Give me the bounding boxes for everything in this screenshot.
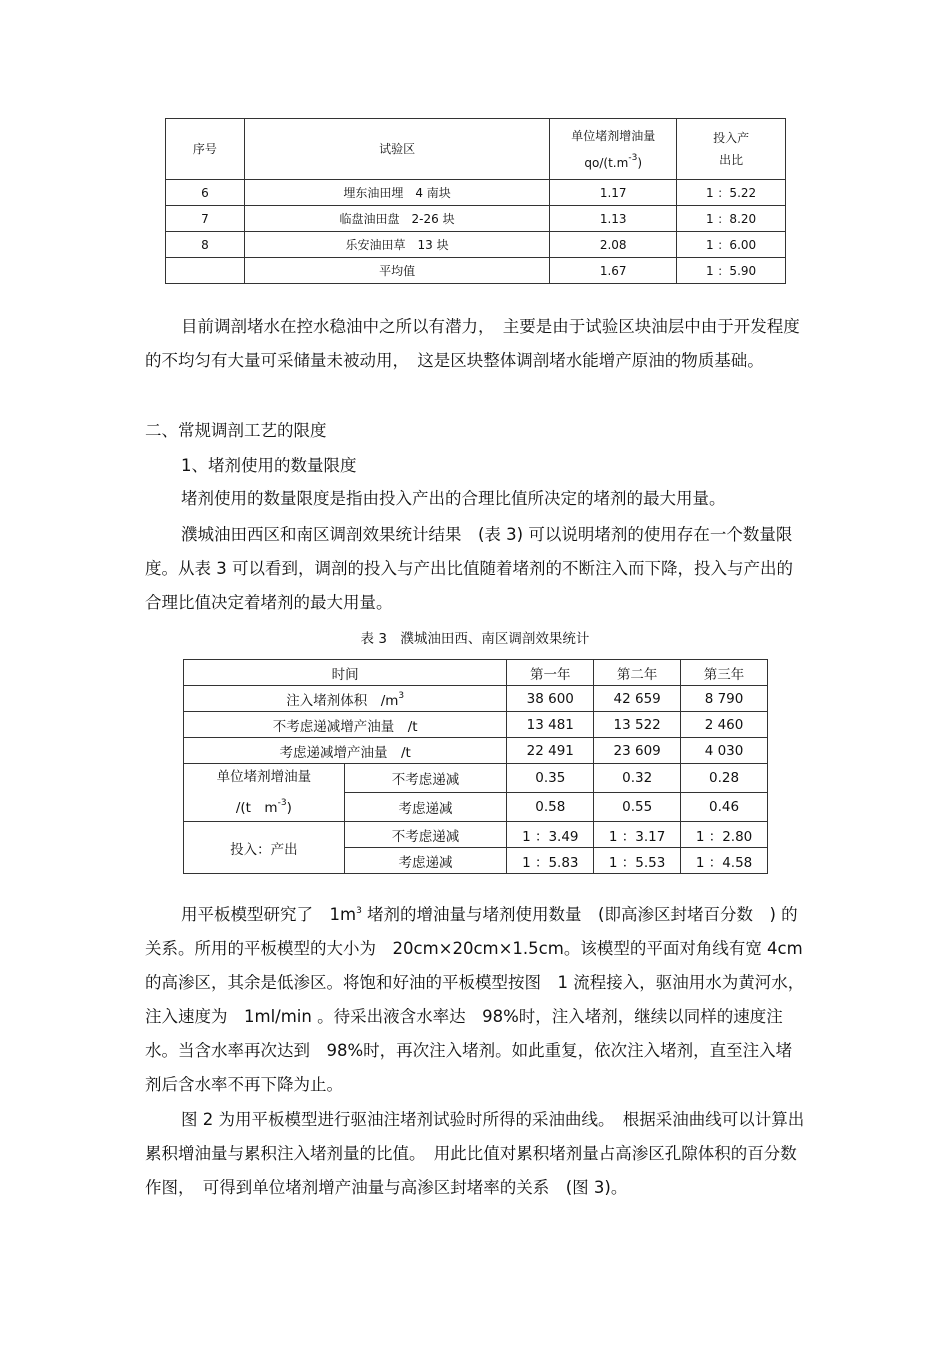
cell-value: 0.58	[507, 793, 594, 822]
cell-value: 1 ：2.80	[681, 822, 768, 848]
table3-caption: 表 3 濮城油田西、南区调剖效果统计	[360, 631, 590, 647]
cell-value: 2 460	[681, 712, 768, 738]
cell-ratio: 1 ：8.20	[677, 206, 786, 232]
cell-value: 22 491	[507, 738, 594, 764]
cell-value: 0.28	[681, 764, 768, 793]
header-ratio-line1: 投入产	[713, 131, 750, 145]
header-ratio-line2: 出比	[719, 153, 744, 167]
cell-value: 1 ：3.49	[507, 822, 594, 848]
cell-value: 1.13	[550, 206, 677, 232]
table-row-average	[166, 258, 786, 284]
header-ratio	[677, 119, 786, 180]
paragraph-definition: 堵剂使用的数量限度是指由投入产出的合理比值所决定的堵剂的最大用量。	[181, 489, 726, 508]
subsection-heading: 1、堵剂使用的数量限度	[181, 456, 357, 475]
cell-value: 23 609	[594, 738, 681, 764]
row-label: 不考虑递减增产油量 /t	[184, 712, 507, 738]
cell-value: 13 522	[594, 712, 681, 738]
cell-area: 临盘油田盘 2-26 块	[244, 206, 549, 232]
cell-value: 1 ：5.53	[594, 848, 681, 874]
table-row	[184, 686, 768, 712]
table3-header-row	[184, 660, 768, 686]
header-unit-oil	[550, 119, 677, 180]
header-area: 试验区	[244, 119, 549, 180]
sub-label: 不考虑递减	[344, 822, 507, 848]
cell-value: 38 600	[507, 686, 594, 712]
cell-value: 13 481	[507, 712, 594, 738]
group-label-unit-oil	[184, 764, 345, 822]
cell-value: 1.17	[550, 180, 677, 206]
paragraph-plate-model: 用平板模型研究了 $1m^3$ 堵剂的增油量与堵剂使用数量 (即高渗区封堵百分数 ) 的关系。所用的平板模型的大小为 20cm×20cm×1.5cm。该模型的平面对角线有宽 4cm 的高渗区，其余是低渗区。将饱和好油的平板模型按图 1 流程接入，驱油用水为黄河水， 注入速度为 1ml/min 。待采出液含水率达 98%时，注入堵剂，继续以同样的速度注水。当含水率再次达到 98%时，再次注入堵剂。如此重复，依次注入堵剂，直至注入堵剂后含水率不再下降为止。	[145, 905, 813, 1094]
row-label: 考虑递减增产油量 /t	[184, 738, 507, 764]
cell-seq: 6	[166, 180, 245, 206]
cell-value: 4 030	[681, 738, 768, 764]
sub-label: 考虑递减	[344, 848, 507, 874]
header-year2: 第二年	[594, 660, 681, 686]
paragraph-potential: 目前调剖堵水在控水稳油中之所以有潜力， 主要是由于试验区块油层中由于开发程度的不均匀有大量可采储量未被动用， 这是区块整体调剖堵水能增产原油的物质基础。	[145, 317, 800, 370]
results-table	[165, 118, 786, 284]
group-label-line2: /(t $m^{-3}$)	[235, 798, 292, 816]
paragraph-table3-intro: 濮城油田西区和南区调剖效果统计结果 (表 3) 可以说明堵剂的使用存在一个数量限度。从表 3 可以看到，调剖的投入与产出比值随着堵剂的不断注入而下降，投入与产出的合理比值决定着堵剂的最大用量。	[145, 525, 793, 612]
cell-value: 8 790	[681, 686, 768, 712]
paragraph-figure2: 图 2 为用平板模型进行驱油注堵剂试验时所得的采油曲线。 根据采油曲线可以计算出累积增油量与累积注入堵剂量的比值。 用此比值对累积堵剂量占高渗区孔隙体积的百分数作图， 可得到单位堵剂增产油量与高渗区封堵率的关系 (图 3)。	[145, 1110, 805, 1197]
header-unit-oil-line2: $qo/(t.m^{-3})$	[584, 152, 642, 170]
header-year3: 第三年	[681, 660, 768, 686]
sub-label: 考虑递减	[344, 793, 507, 822]
cell-value: 42 659	[594, 686, 681, 712]
cell-value: 1 ：5.83	[507, 848, 594, 874]
table-row	[184, 738, 768, 764]
sub-label: 不考虑递减	[344, 764, 507, 793]
table-header-row	[166, 119, 786, 180]
cell-ratio: 1 ：5.90	[677, 258, 786, 284]
header-time: 时间	[184, 660, 507, 686]
header-unit-oil-line1: 单位堵剂增油量	[571, 128, 656, 143]
cell-value: 0.35	[507, 764, 594, 793]
cell-ratio: 1 ：5.22	[677, 180, 786, 206]
cell-area: 埋东油田埋 4 南块	[244, 180, 549, 206]
cell-value: 1 ：3.17	[594, 822, 681, 848]
group-label-ratio: 投入：产出	[184, 822, 345, 874]
section-heading: 二、常规调剖工艺的限度	[145, 421, 327, 440]
cell-value: 1 ：4.58	[681, 848, 768, 874]
row-label: 注入堵剂体积 $/m^3$	[184, 686, 507, 712]
table-row	[184, 712, 768, 738]
table-row	[166, 206, 786, 232]
cell-value: 0.32	[594, 764, 681, 793]
table-row	[166, 232, 786, 258]
cell-ratio: 1 ：6.00	[677, 232, 786, 258]
cell-value: 0.46	[681, 793, 768, 822]
table-row	[166, 180, 786, 206]
header-seq: 序号	[166, 119, 245, 180]
cell-seq: 8	[166, 232, 245, 258]
cell-area: 乐安油田草 13 块	[244, 232, 549, 258]
header-year1: 第一年	[507, 660, 594, 686]
cell-area: 平均值	[244, 258, 549, 284]
group-label-line1: 单位堵剂增油量	[216, 769, 312, 785]
cell-value: 0.55	[594, 793, 681, 822]
table-row	[184, 764, 768, 793]
table3	[183, 659, 768, 874]
cell-seq: 7	[166, 206, 245, 232]
cell-value: 1.67	[550, 258, 677, 284]
table-row	[184, 822, 768, 848]
cell-seq	[166, 258, 245, 284]
cell-value: 2.08	[550, 232, 677, 258]
